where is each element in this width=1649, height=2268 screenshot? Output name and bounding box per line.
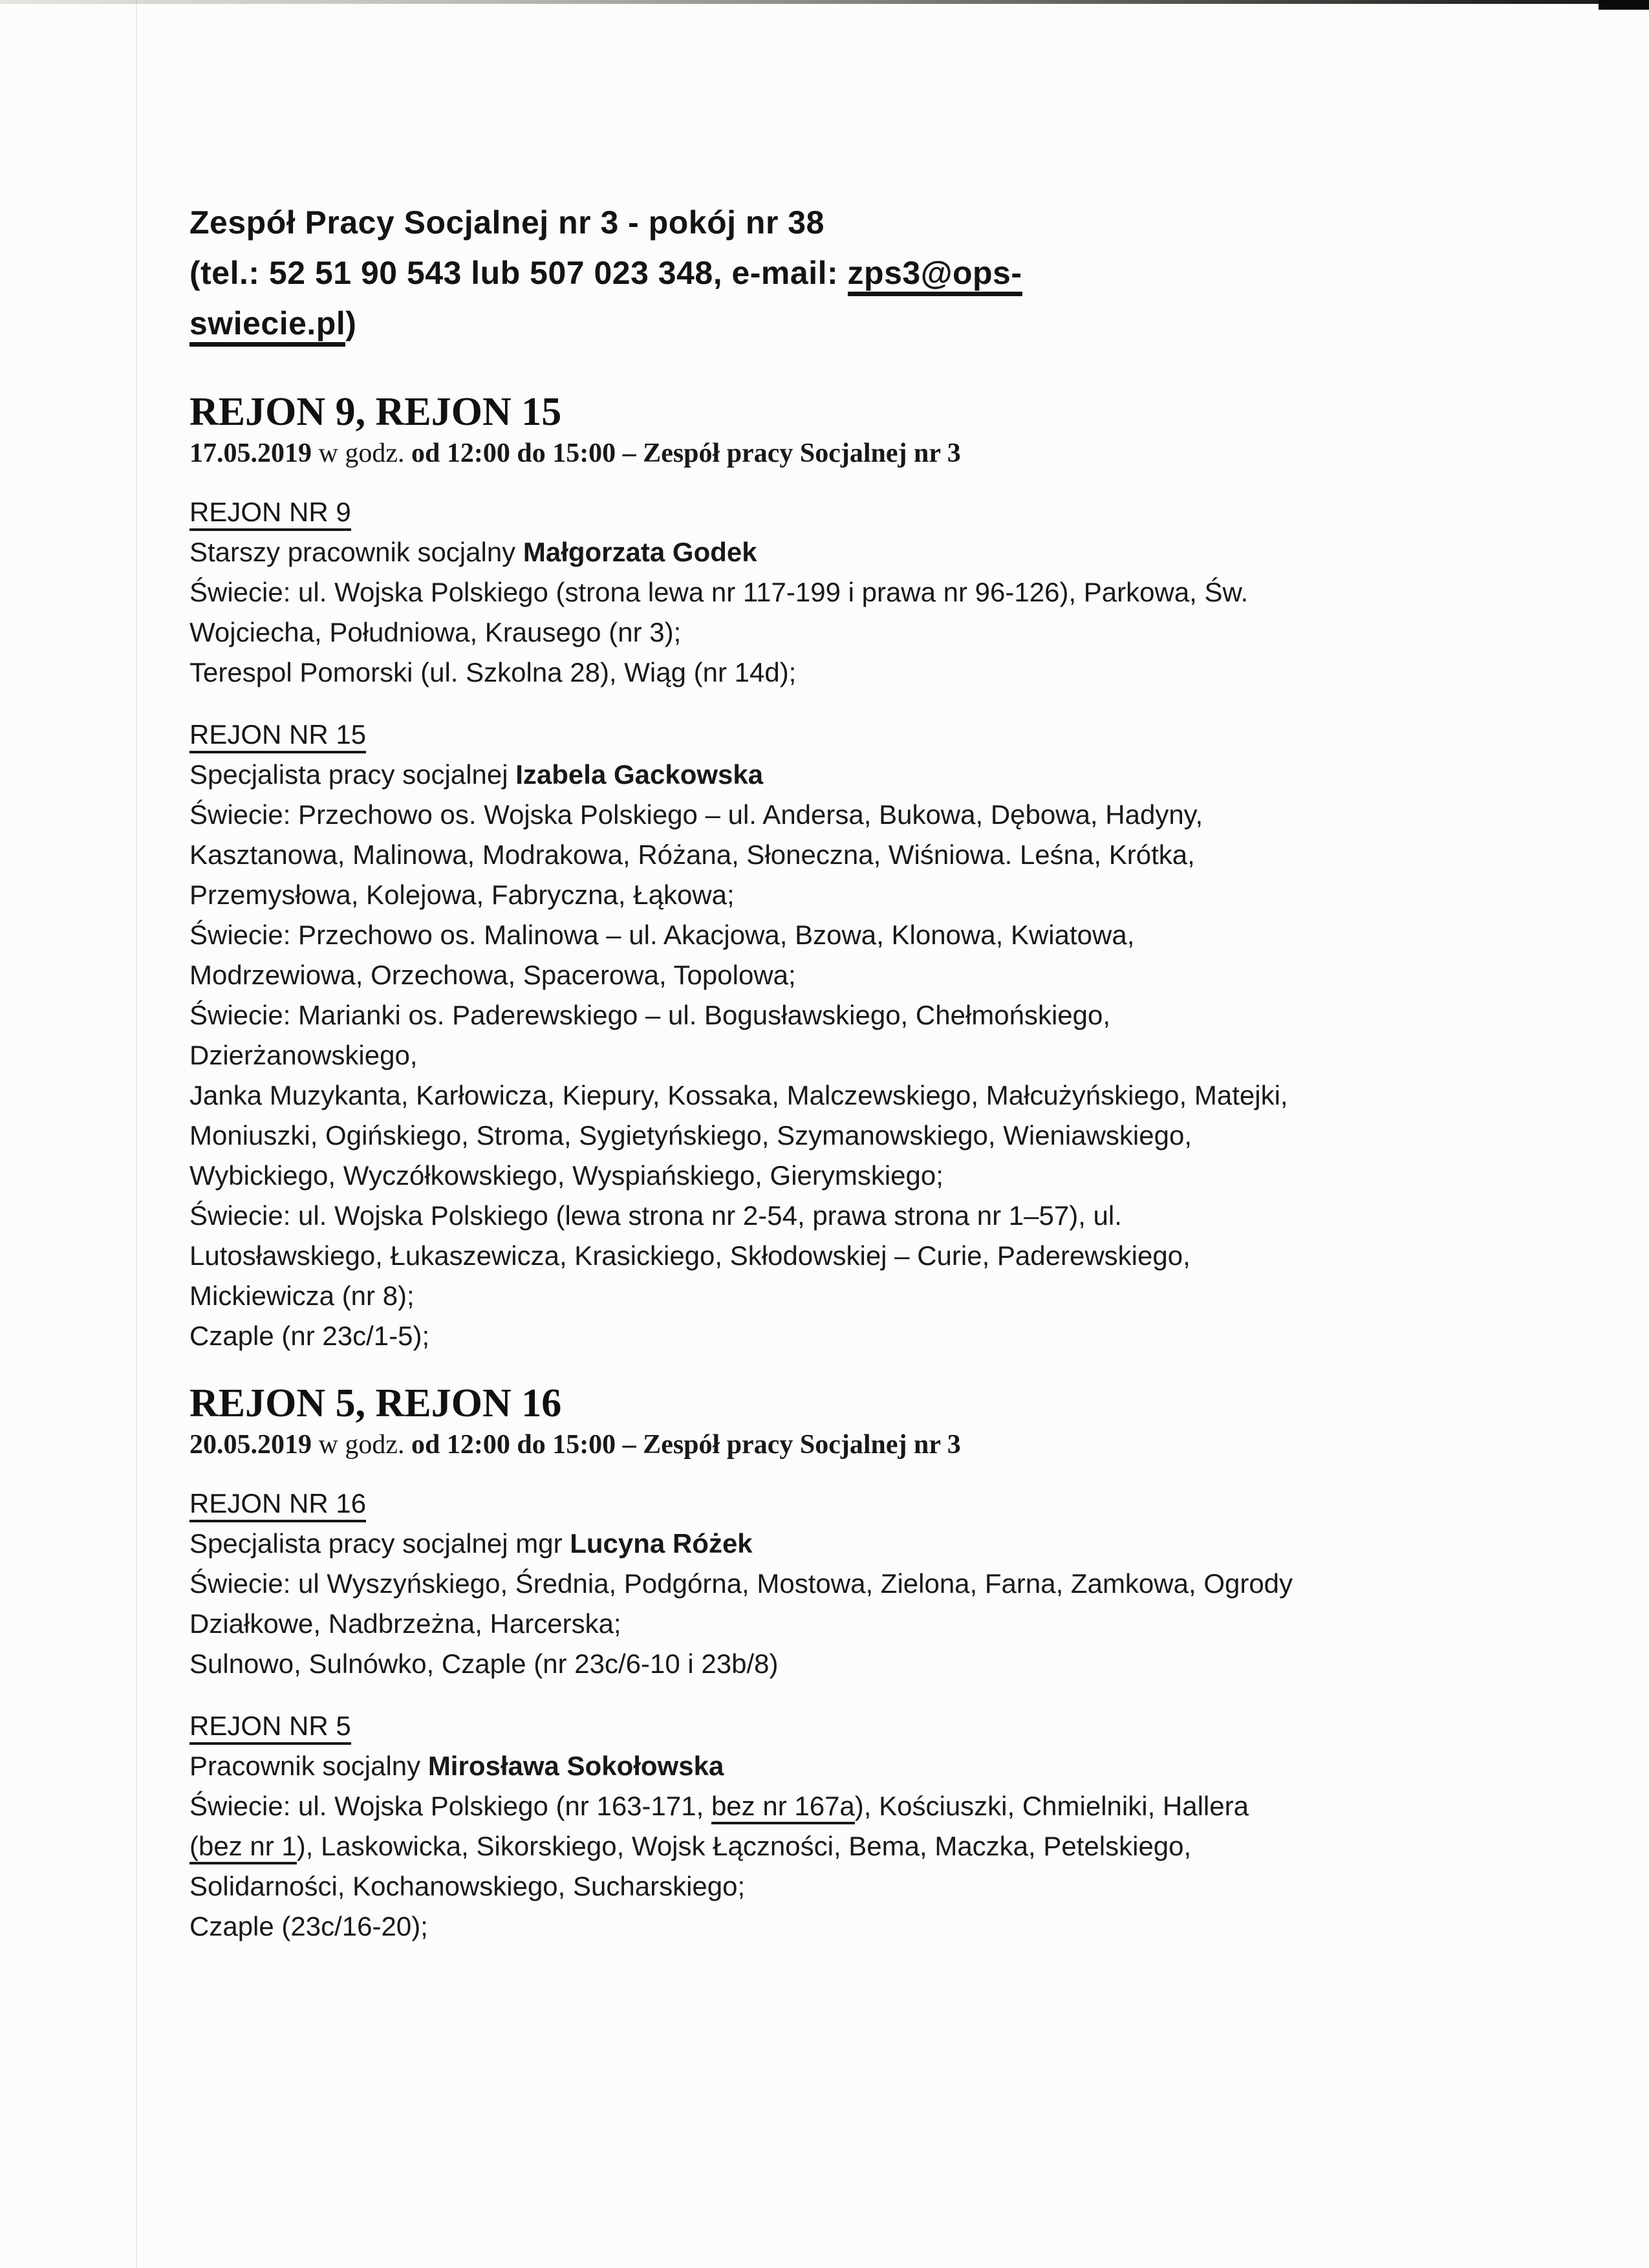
text-segment: Sulnowo, Sulnówko, Czaple (nr 23c/6-10 i 23b/8) bbox=[189, 1648, 779, 1679]
region-line bbox=[189, 1644, 1502, 1684]
text-segment: Świecie: ul Wyszyńskiego, Średnia, Podgórna, Mostowa, Zielona, Farna, Zamkowa, Ogrody bbox=[189, 1568, 1293, 1599]
region-label-text: REJON NR 5 bbox=[189, 1711, 351, 1745]
region-label-text: REJON NR 15 bbox=[189, 719, 366, 753]
text-segment: Modrzewiowa, Orzechowa, Spacerowa, Topolowa; bbox=[189, 960, 796, 990]
region-block bbox=[189, 1706, 1502, 1947]
text-segment: Przemysłowa, Kolejowa, Fabryczna, Łąkowa; bbox=[189, 880, 735, 910]
region-block bbox=[189, 492, 1502, 693]
text-segment: Moniuszki, Ogińskiego, Stroma, Sygietyńskiego, Szymanowskiego, Wieniawskiego, bbox=[189, 1120, 1192, 1150]
region-line bbox=[189, 795, 1502, 835]
region-line bbox=[189, 835, 1502, 875]
region-line bbox=[189, 1116, 1502, 1156]
text-segment: (tel.: 52 51 90 543 lub 507 023 348, e-mail: bbox=[189, 255, 848, 291]
session-title: REJON 9, REJON 15 bbox=[189, 390, 562, 434]
region-line bbox=[189, 1746, 1502, 1786]
region-line bbox=[189, 1236, 1502, 1276]
region-line bbox=[189, 1906, 1502, 1947]
region-line bbox=[189, 1826, 1502, 1866]
text-segment: Świecie: Przechowo os. Wojska Polskiego – ul. Andersa, Bukowa, Dębowa, Hadyny, bbox=[189, 799, 1203, 830]
text-segment: Specjalista pracy socjalnej bbox=[189, 759, 516, 790]
scan-corner-black-box-artifact bbox=[1599, 0, 1649, 10]
person-name: Lucyna Różek bbox=[570, 1528, 753, 1559]
person-name: Mirosława Sokołowska bbox=[427, 1751, 724, 1781]
region-line bbox=[189, 1524, 1502, 1564]
header-line-1 bbox=[189, 197, 1502, 248]
session-title: REJON 5, REJON 16 bbox=[189, 1381, 562, 1425]
scan-top-edge-artifact bbox=[0, 0, 1649, 4]
text-segment: Starszy pracownik socjalny bbox=[189, 537, 523, 567]
text-segment: Wybickiego, Wyczółkowskiego, Wyspiańskiego, Gierymskiego; bbox=[189, 1160, 943, 1191]
contact-header bbox=[189, 197, 1502, 349]
session-block-1 bbox=[189, 389, 1502, 1356]
region-label bbox=[189, 492, 1502, 532]
region-block bbox=[189, 1484, 1502, 1684]
date-bold-segment: 17.05.2019 bbox=[189, 438, 312, 468]
text-segment: w godz. bbox=[312, 438, 411, 468]
region-line bbox=[189, 1564, 1502, 1604]
region-label-text: REJON NR 9 bbox=[189, 497, 351, 531]
text-segment: Mickiewicza (nr 8); bbox=[189, 1280, 415, 1311]
region-line bbox=[189, 572, 1502, 612]
region-line bbox=[189, 1276, 1502, 1316]
underlined-exception: bez nr 167a bbox=[711, 1791, 855, 1824]
text-segment: Wojciecha, Południowa, Krausego (nr 3); bbox=[189, 617, 682, 647]
region-label bbox=[189, 1706, 1502, 1746]
text-segment: Świecie: Przechowo os. Malinowa – ul. Akacjowa, Bzowa, Klonowa, Kwiatowa, bbox=[189, 920, 1135, 950]
text-segment: Solidarności, Kochanowskiego, Sucharskiego; bbox=[189, 1871, 746, 1901]
document-content bbox=[189, 197, 1502, 1947]
date-bold-segment: 20.05.2019 bbox=[189, 1430, 312, 1460]
text-segment: Czaple (23c/16-20); bbox=[189, 1911, 428, 1941]
text-segment: Świecie: Marianki os. Paderewskiego – ul. Bogusławskiego, Chełmońskiego, bbox=[189, 1000, 1111, 1030]
text-segment: Świecie: ul. Wojska Polskiego (nr 163-171, bbox=[189, 1791, 711, 1821]
region-line bbox=[189, 612, 1502, 653]
text-segment: ) bbox=[345, 305, 357, 341]
session-list bbox=[189, 389, 1502, 1947]
text-segment: Czaple (nr 23c/1-5); bbox=[189, 1321, 430, 1351]
region-line bbox=[189, 915, 1502, 955]
region-line bbox=[189, 755, 1502, 795]
header-line-3 bbox=[189, 298, 1502, 349]
text-segment: Terespol Pomorski (ul. Szkolna 28), Wiąg (nr 14d); bbox=[189, 657, 797, 687]
date-bold-segment: od 12:00 do 15:00 – Zespół pracy Socjalnej nr 3 bbox=[411, 438, 961, 468]
region-label bbox=[189, 715, 1502, 755]
region-line bbox=[189, 1156, 1502, 1196]
text-segment: Pracownik socjalny bbox=[189, 1751, 428, 1781]
text-segment: Kasztanowa, Malinowa, Modrakowa, Różana, Słoneczna, Wiśniowa. Leśna, Krótka, bbox=[189, 839, 1195, 870]
text-segment: Świecie: ul. Wojska Polskiego (lewa strona nr 2-54, prawa strona nr 1–57), ul. bbox=[189, 1200, 1122, 1231]
date-bold-segment: od 12:00 do 15:00 – Zespół pracy Socjalnej nr 3 bbox=[411, 1430, 961, 1460]
text-segment: Świecie: ul. Wojska Polskiego (strona lewa nr 117-199 i prawa nr 96-126), Parkowa, Św. bbox=[189, 577, 1249, 607]
text-segment: w godz. bbox=[312, 1430, 411, 1460]
region-line bbox=[189, 1866, 1502, 1906]
person-name: Małgorzata Godek bbox=[523, 537, 757, 567]
region-line bbox=[189, 532, 1502, 572]
email-link-text: zps3@ops- bbox=[848, 255, 1022, 296]
person-name: Izabela Gackowska bbox=[515, 759, 764, 790]
region-line bbox=[189, 1035, 1502, 1075]
text-segment: Specjalista pracy socjalnej mgr bbox=[189, 1528, 570, 1559]
text-segment: ), Laskowicka, Sikorskiego, Wojsk Łączności, Bema, Maczka, Petelskiego, bbox=[296, 1831, 1192, 1861]
region-line bbox=[189, 875, 1502, 915]
region-line bbox=[189, 1075, 1502, 1116]
session-date-line bbox=[189, 437, 1502, 470]
region-line bbox=[189, 1604, 1502, 1644]
region-line bbox=[189, 653, 1502, 693]
header-line-2 bbox=[189, 248, 1502, 298]
session-block-2 bbox=[189, 1380, 1502, 1947]
scan-vertical-streak-artifact bbox=[136, 0, 137, 2268]
text-segment: Zespół Pracy Socjalnej nr 3 - pokój nr 38 bbox=[189, 204, 824, 241]
text-segment: ), Kościuszki, Chmielniki, Hallera bbox=[854, 1791, 1249, 1821]
session-date-line bbox=[189, 1428, 1502, 1462]
region-line bbox=[189, 1316, 1502, 1356]
region-line bbox=[189, 955, 1502, 995]
text-segment: Janka Muzykanta, Karłowicza, Kiepury, Kossaka, Malczewskiego, Małcużyńskiego, Matejki, bbox=[189, 1080, 1288, 1110]
email-link-text: swiecie.pl bbox=[189, 305, 345, 347]
region-line bbox=[189, 1196, 1502, 1236]
text-segment: Lutosławskiego, Łukaszewicza, Krasickiego, Skłodowskiej – Curie, Paderewskiego, bbox=[189, 1240, 1191, 1271]
region-line bbox=[189, 1786, 1502, 1826]
region-block bbox=[189, 715, 1502, 1356]
text-segment: Dzierżanowskiego, bbox=[189, 1040, 418, 1070]
text-segment: Działkowe, Nadbrzeżna, Harcerska; bbox=[189, 1608, 621, 1639]
underlined-exception: (bez nr 1 bbox=[189, 1831, 297, 1864]
region-line bbox=[189, 995, 1502, 1035]
region-label bbox=[189, 1484, 1502, 1524]
region-label-text: REJON NR 16 bbox=[189, 1488, 366, 1522]
